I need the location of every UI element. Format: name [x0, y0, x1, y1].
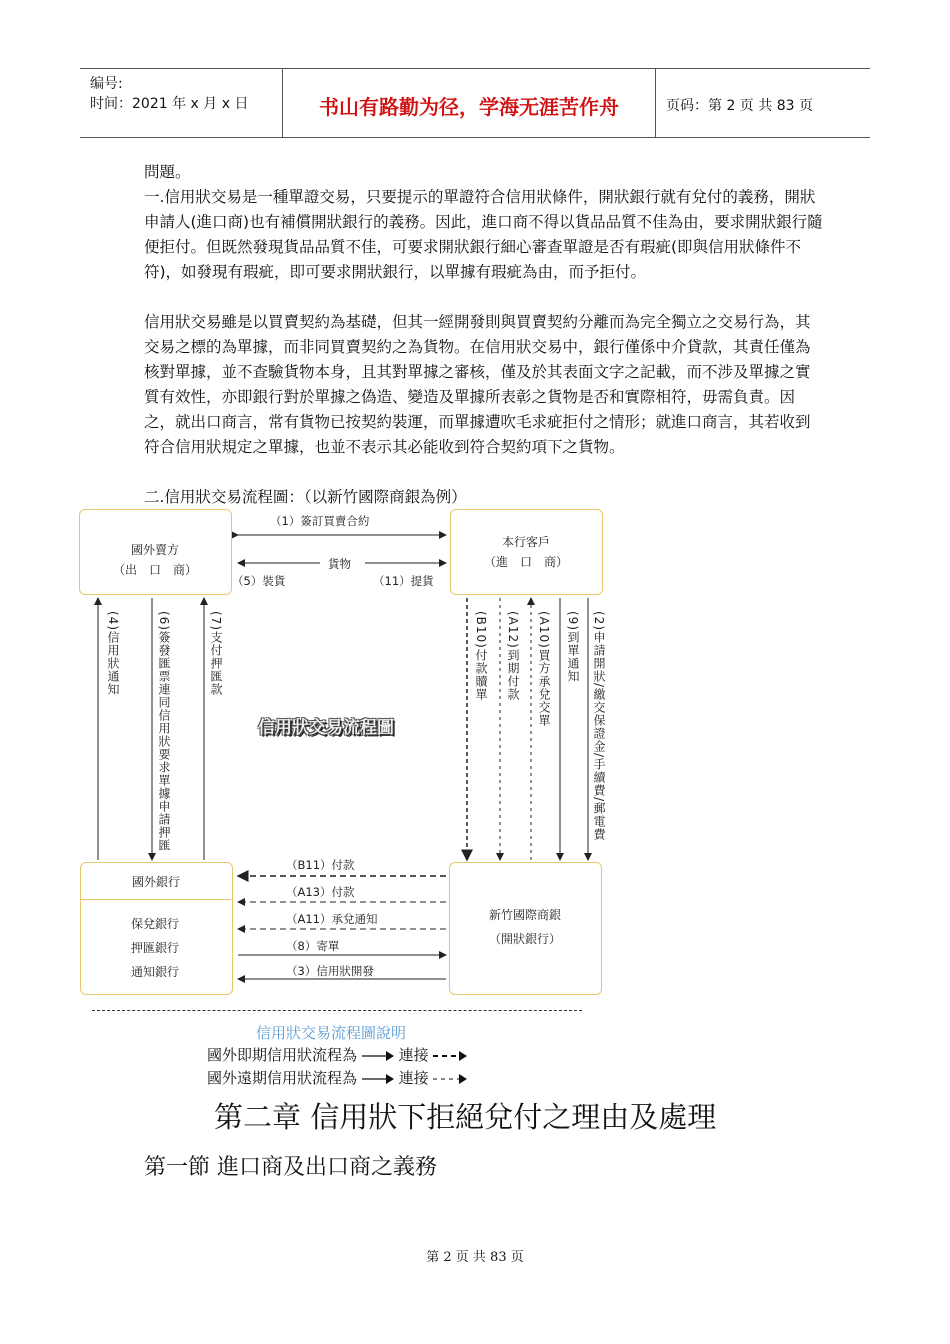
label-goods: 貨物	[328, 557, 351, 571]
label-flow-11: （11）提貨	[373, 574, 434, 588]
label-h8: （8）寄單	[286, 939, 340, 953]
label-va10: (A10)買方承兌交單	[537, 611, 551, 727]
local-bank-box	[449, 862, 602, 995]
label-v2: (2)申請開狀/繳交保證金/手續費/郵電費	[592, 611, 606, 842]
label-vb10: (B10)付款贖單	[474, 611, 488, 701]
paragraph-1: 一.信用狀交易是一種單證交易，只要提示的單證符合信用狀條件，開狀銀行就有兌付的義務，開狀申請人(進口商)也有補償開狀銀行的義務。因此，進口商不得以貨品品質不佳為由，要求開狀銀行隨便拒付。但既然發現貨品品質不佳，可要求開狀銀行細心審查單證是否有瑕疵(即與信用狀條件不符)，如發現有瑕疵，即可要求開狀銀行，以單據有瑕疵為由，而予拒付。	[144, 188, 823, 281]
label-flow-1: （1）簽訂買賣合約	[270, 514, 370, 528]
diagram-title: 信用狀交易流程圖	[258, 718, 394, 738]
label-hb11: （B11）付款	[286, 858, 355, 872]
paragraph-3: 二.信用狀交易流程圖：（以新竹國際商銀為例）	[144, 488, 467, 506]
label-v7: (7)支付押匯款	[209, 611, 223, 696]
legend-row-sight	[207, 1044, 467, 1065]
foreign-bank-role: 押匯銀行	[130, 941, 179, 955]
header-page-cell	[656, 69, 870, 137]
legend-sight-text: 國外即期信用狀流程為	[207, 1046, 358, 1064]
label-va12: (A12)到期付款	[506, 611, 520, 701]
label-v6: (6)簽發匯票連同信用狀要求單據申請押匯	[157, 611, 171, 852]
legend-usance-suffix: 連接	[398, 1069, 429, 1087]
foreign-bank-box	[80, 862, 233, 995]
page-footer: 第 2 页 共 83 页	[426, 1250, 524, 1265]
legend-sight-suffix: 連接	[398, 1046, 429, 1064]
motto: 书山有路勤为径，学海无涯苦作舟	[319, 95, 619, 119]
paragraph-2: 信用狀交易雖是以買賣契約為基礎，但其一經開發則與買賣契約分離而為完全獨立之交易行為，其交易之標的為單據，而非同買賣契約之為貨物。在信用狀交易中，銀行僅係中介貸款，其責任僅為核對單據，並不查驗貨物本身，且其對單據之審核，僅及於其表面文字之記載，而不涉及單據之實質有效性，亦即銀行對於單據之偽造、變造及單據所表彰之貨物是否和實際相符，毋需負責。因之，就出口商言，常有貨物已按契約裝運，而單據遭吹毛求疵拒付之情形；就進口商言，其若收到符合信用狀規定之單據，也並不表示其必能收到符合契約項下之貨物。	[144, 313, 811, 456]
label-v9: (9)到單通知	[566, 611, 580, 683]
foreign-bank-divider	[81, 899, 231, 900]
seller-label: 國外賣方 （出 口 商）	[112, 543, 197, 577]
header-meta-cell	[80, 69, 283, 137]
label-ha11: （A11）承兌通知	[286, 912, 378, 926]
legend-usance-text: 國外遠期信用狀流程為	[207, 1069, 358, 1087]
legend-divider	[92, 1010, 582, 1011]
paragraph-0: 問題。	[144, 163, 191, 181]
local-bank-label: 新竹國際商銀 （開狀銀行）	[488, 908, 561, 946]
dotted-arrow-icon	[433, 1073, 467, 1085]
label-flow-5: （5）裝貨	[232, 574, 286, 588]
label-ha13: （A13）付款	[286, 885, 355, 899]
buyer-box	[450, 509, 603, 595]
header-motto-cell	[283, 69, 656, 137]
legend-row-usance	[207, 1067, 467, 1088]
date-label: 时间：2021 年 x 月 x 日	[90, 96, 249, 112]
foreign-bank-label: 國外銀行	[131, 875, 180, 889]
lc-flow-diagram	[0, 505, 950, 1025]
label-h3: （3）信用狀開發	[286, 964, 374, 978]
legend-title: 信用狀交易流程圖說明	[256, 1024, 407, 1042]
foreign-bank-role: 保兌銀行	[130, 917, 179, 931]
chapter-heading: 第二章 信用狀下拒絕兌付之理由及處理	[214, 1100, 717, 1134]
section-heading: 第一節 進口商及出口商之義務	[144, 1155, 437, 1180]
page-label: 页码：第 2 页 共 83 页	[666, 98, 813, 114]
label-v4: (4)信用狀通知	[106, 611, 120, 696]
solid-arrow-icon	[362, 1050, 394, 1062]
solid-arrow-icon	[362, 1073, 394, 1085]
seller-box	[79, 509, 232, 595]
dashed-arrow-icon	[433, 1050, 467, 1062]
page-header	[80, 68, 870, 138]
buyer-label: 本行客戶 （進 口 商）	[483, 535, 568, 569]
foreign-bank-role: 通知銀行	[130, 965, 179, 979]
number-label: 编号:	[90, 76, 123, 92]
